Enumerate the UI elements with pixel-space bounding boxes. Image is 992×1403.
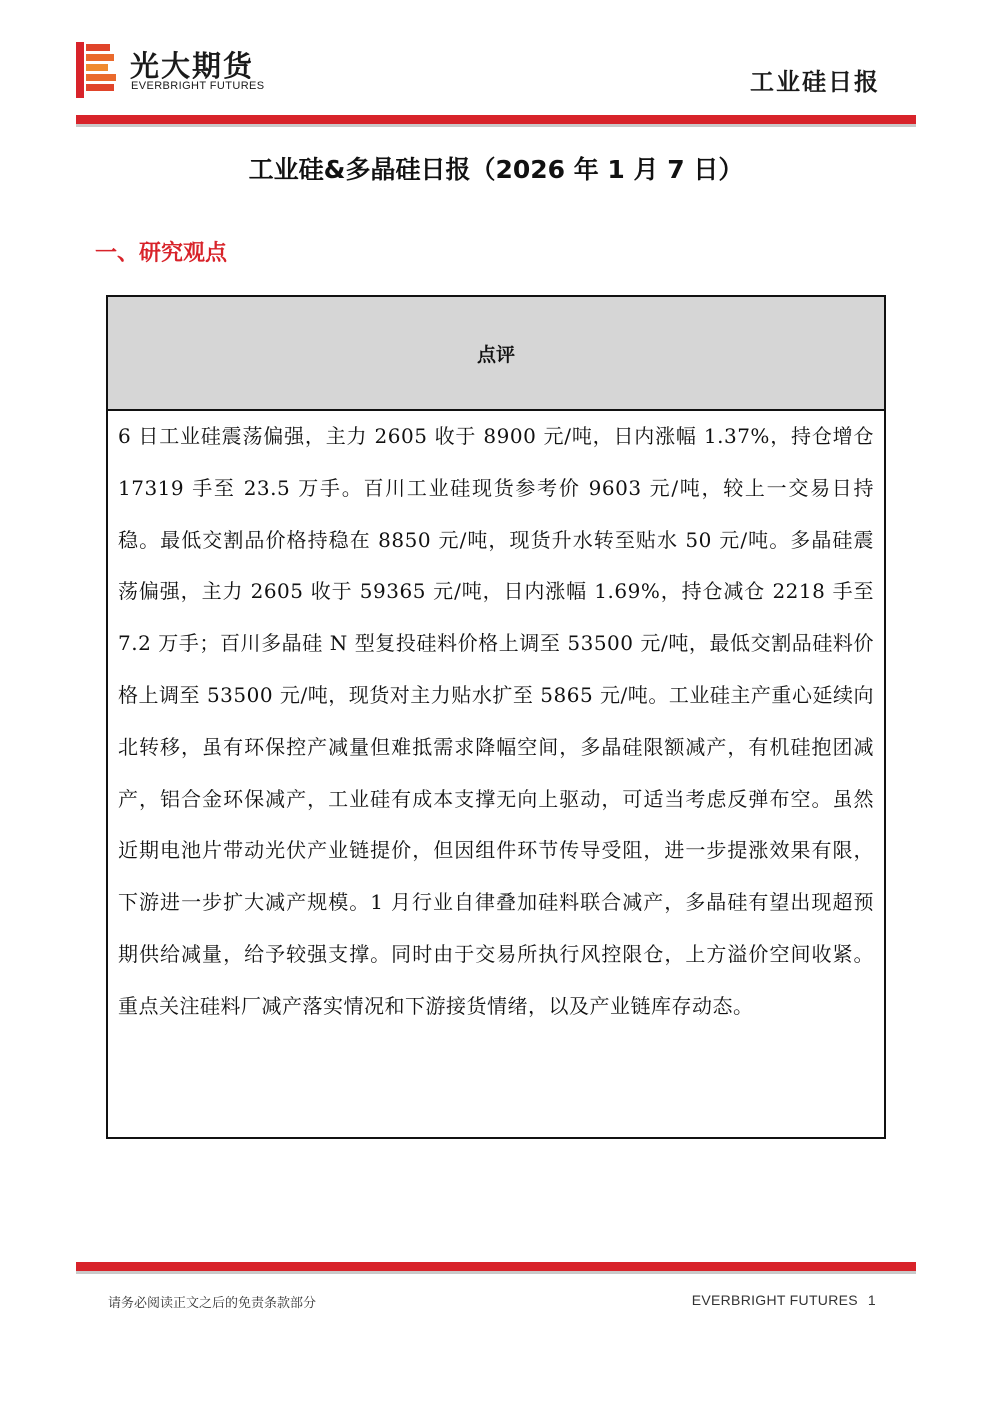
logo-text-cn: 光大期货: [130, 49, 255, 83]
review-table-body: 6 日工业硅震荡偏强，主力 2605 收于 8900 元/吨，日内涨幅 1.37%，持仓增仓 17319 手至 23.5 万手。百川工业硅现货参考价 9603 元/吨，较上一交易日持稳。最低交割品价格持稳在 8850 元/吨，现货升水转至贴水 50 元/吨。多晶硅震荡偏强，主力 2605 收于 59365 元/吨，日内涨幅 1.69%，持仓减仓 2218 手至 7.2 万手；百川多晶硅 N 型复投硅料价格上调至 53500 元/吨，最低交割品硅料价格上调至 53500 元/吨，现货对主力贴水扩至 5865 元/吨。工业硅主产重心延续向北转移，虽有环保控产减量但难抵需求降幅空间，多晶硅限额减产，有机硅抱团减产，铝合金环保减产，工业硅有成本支撑无向上驱动，可适当考虑反弹布空。虽然近期电池片带动光伏产业链提价，但因组件环节传导受阻，进一步提涨效果有限，下游进一步扩大减产规模。1 月行业自律叠加硅料联合减产，多晶硅有望出现超预期供给减量，给予较强支撑。同时由于交易所执行风控限仓，上方溢价空间收紧。重点关注硅料厂减产落实情况和下游接货情绪，以及产业链库存动态。: [118, 424, 874, 1018]
review-table: [106, 295, 886, 1139]
review-table-header: 点评: [108, 297, 884, 411]
page-number: 1: [867, 1292, 876, 1308]
footer-disclaimer: 请务必阅读正文之后的免责条款部分: [108, 1296, 317, 1311]
section-heading: 一、研究观点: [95, 241, 228, 266]
company-logo: [76, 42, 286, 102]
logo-text-en: EVERBRIGHT FUTURES: [131, 80, 265, 92]
everbright-logo-icon: [76, 42, 118, 98]
footer-divider: [76, 1262, 916, 1271]
header-divider: [76, 115, 916, 124]
footer-brand-page: [692, 1292, 876, 1308]
footer-brand: EVERBRIGHT FUTURES: [691, 1292, 858, 1308]
report-type-title: 工业硅日报: [750, 68, 880, 96]
document-title: 工业硅&多晶硅日报（2026 年 1 月 7 日）: [248, 155, 744, 184]
